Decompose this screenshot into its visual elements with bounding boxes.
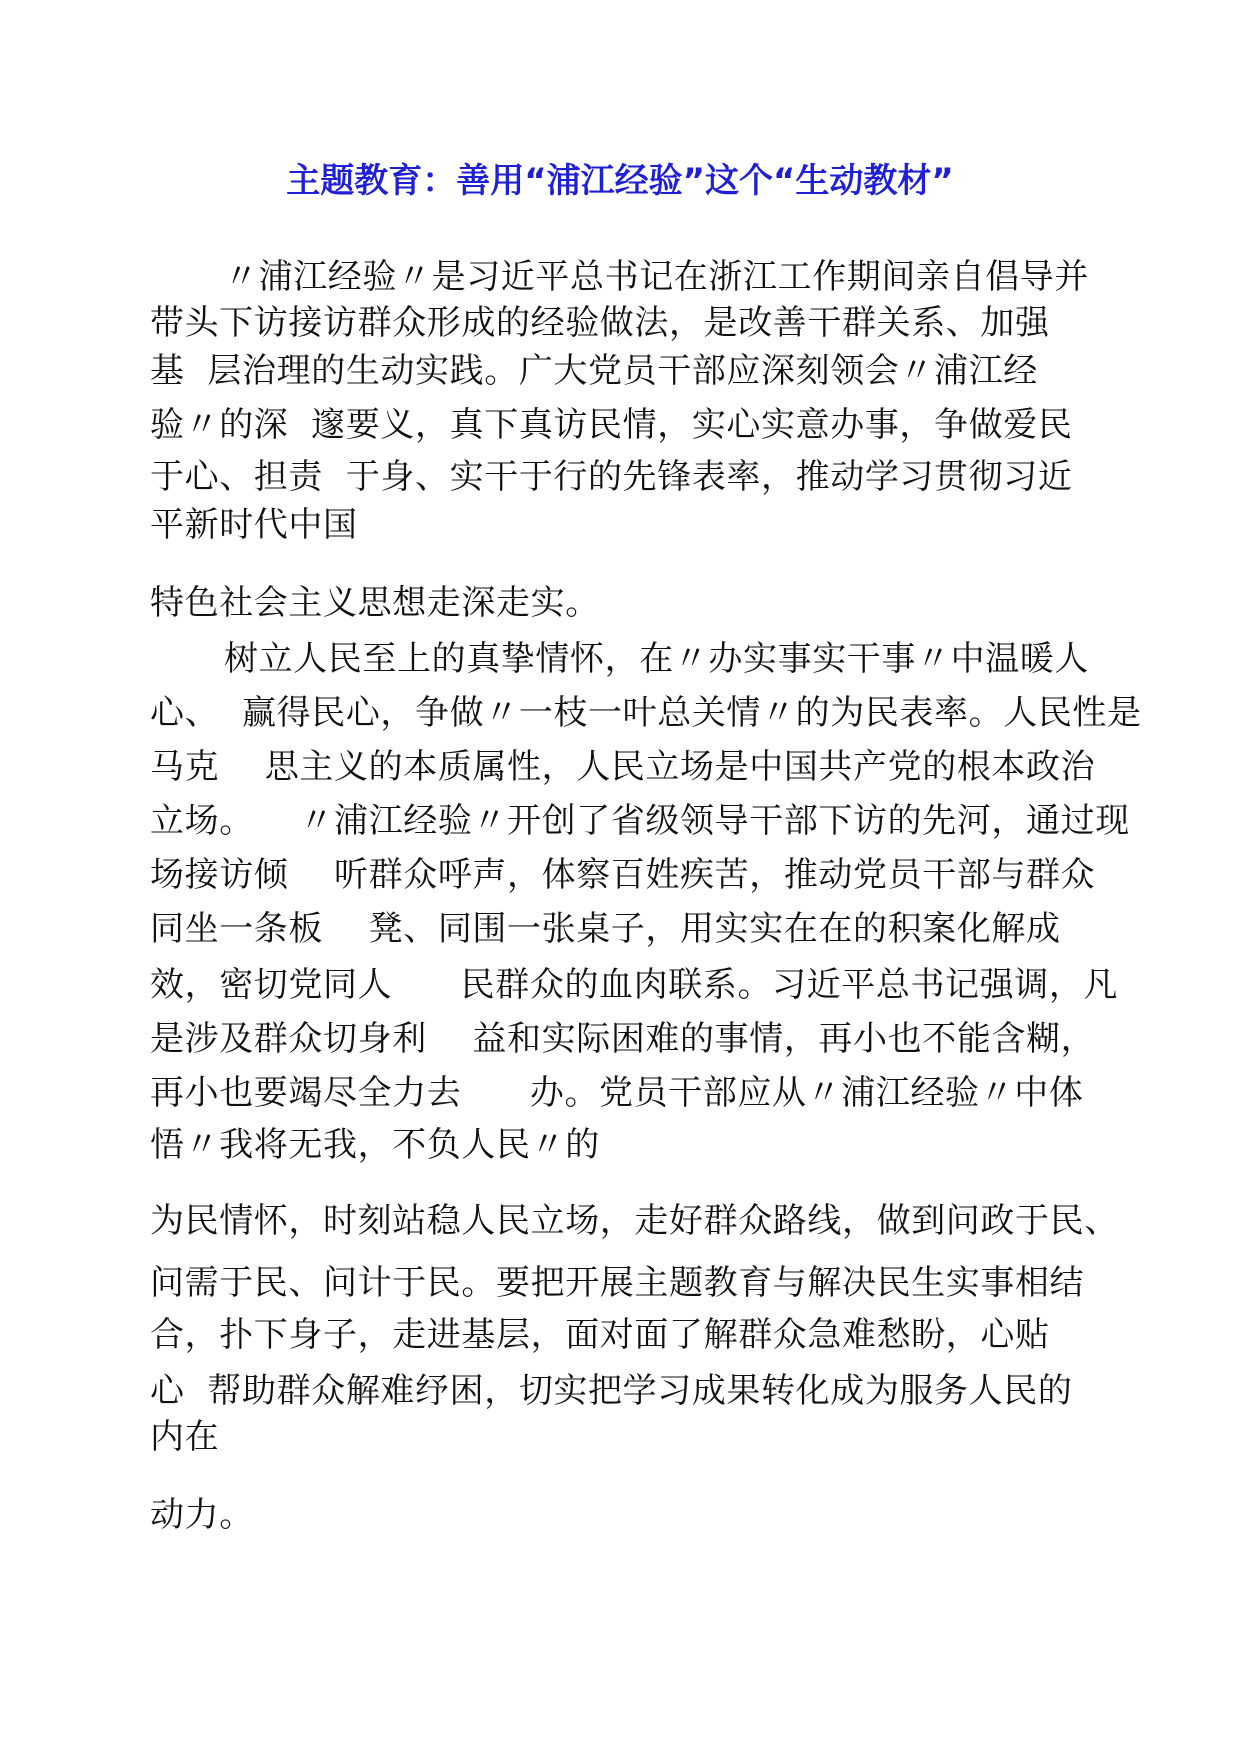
paragraph-line: 合，扑下身子，走进基层，面对面了解群众急难愁盼，心贴 — [150, 1315, 1050, 1355]
paragraph-line: 场接访倾 听群众呼声，体察百姓疾苦，推动党员干部与群众 — [150, 855, 1096, 895]
paragraph-line: 内在 — [150, 1417, 220, 1457]
paragraph-line: 心、 赢得民心，争做〃一枝一叶总关情〃的为民表率。人民性是 — [150, 693, 1142, 733]
paragraph-line: 同坐一条板 凳、同围一张桌子，用实实在在的积案化解成 — [150, 909, 1061, 949]
paragraph-line: 于心、担责 于身、实干于行的先锋表率，推动学习贯彻习近 — [150, 457, 1073, 497]
paragraph-line: 特色社会主义思想走深走实。 — [150, 583, 600, 623]
paragraph-line: 〃浦江经验〃是习近平总书记在浙江工作期间亲自倡导并 — [224, 257, 1089, 297]
paragraph-line: 基 层治理的生动实践。广大党员干部应深刻领会〃浦江经 — [150, 351, 1038, 391]
paragraph-line: 平新时代中国 — [150, 505, 358, 545]
document-title: 主题教育：善用“浦江经验”这个“生动教材” — [286, 161, 954, 201]
paragraph-line: 为民情怀，时刻站稳人民立场，走好群众路线，做到问政于民、 — [150, 1201, 1119, 1241]
paragraph-line: 验〃的深 邃要义，真下真访民情，实心实意办事，争做爱民 — [150, 405, 1073, 445]
paragraph-line: 再小也要竭尽全力去 办。党员干部应从〃浦江经验〃中体 — [150, 1073, 1084, 1113]
paragraph-line: 树立人民至上的真挚情怀，在〃办实事实干事〃中温暖人 — [224, 639, 1089, 679]
paragraph-line: 效，密切党同人 民群众的血肉联系。习近平总书记强调，凡 — [150, 965, 1119, 1005]
paragraph-line: 问需于民、问计于民。要把开展主题教育与解决民生实事相结 — [150, 1263, 1085, 1303]
paragraph-line: 带头下访接访群众形成的经验做法，是改善干群关系、加强 — [150, 303, 1050, 343]
paragraph-line: 立场。 〃浦江经验〃开创了省级领导干部下访的先河，通过现 — [150, 801, 1130, 841]
paragraph-line: 心 帮助群众解难纾困，切实把学习成果转化成为服务人民的 — [150, 1371, 1073, 1411]
paragraph-line: 是涉及群众切身利 益和实际困难的事情，再小也不能含糊， — [150, 1019, 1096, 1059]
paragraph-line: 动力。 — [150, 1495, 254, 1535]
paragraph-line: 悟〃我将无我，不负人民〃的 — [150, 1125, 600, 1165]
paragraph-line: 马克 思主义的本质属性，人民立场是中国共产党的根本政治 — [150, 747, 1096, 787]
